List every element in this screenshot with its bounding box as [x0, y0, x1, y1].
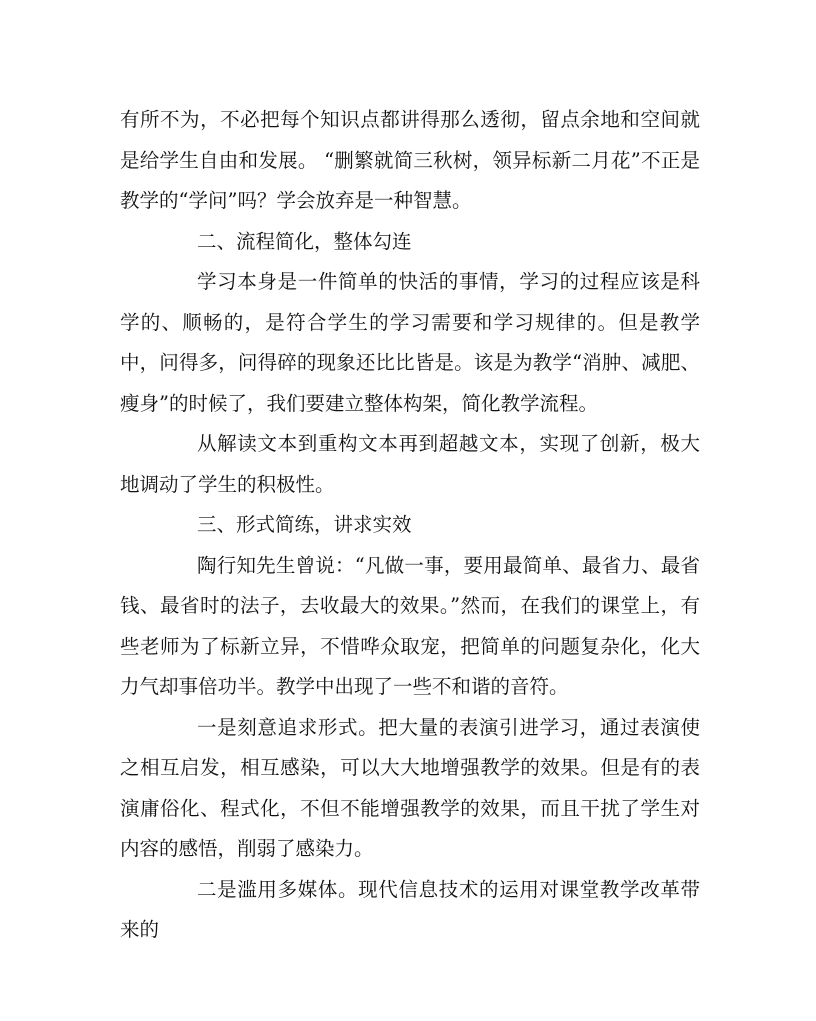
- paragraph: 一是刻意追求形式。把大量的表演引进学习，通过表演使之相互启发，相互感染，可以大大地增强教学的效果。但是有的表演庸俗化、程式化，不但不能增强教学的效果，而且干扰了学生对内容的感悟，削弱了感染力。: [120, 715, 700, 860]
- paragraph: 学习本身是一件简单的快活的事情，学习的过程应该是科学的、顺畅的，是符合学生的学习需要和学习规律的。但是教学中，问得多，问得碎的现象还比比皆是。该是为教学“消肿、减肥、瘦身”的时候了，我们要建立整体构架，简化教学流程。: [120, 270, 700, 415]
- paragraph-continuation: 有所不为，不必把每个知识点都讲得那么透彻，留点余地和空间就是给学生自由和发展。 “删繁就简三秋树，领异标新二月花”不正是教学的“学问”吗？学会放弃是一种智慧。: [120, 108, 700, 212]
- section-heading-3: 三、形式简练，讲求实效: [197, 513, 412, 536]
- paragraph: 从解读文本到重构文本再到超越文本，实现了创新，极大地调动了学生的积极性。: [120, 432, 700, 496]
- body-text: [120, 100, 700, 951]
- paragraph: 二是滥用多媒体。现代信息技术的运用对课堂教学改革带来的: [120, 877, 700, 941]
- section-heading-2: 二、流程简化，整体勾连: [197, 229, 412, 253]
- paragraph: 陶行知先生曾说：“凡做一事，要用最简单、最省力、最省钱、最省时的法子，去收最大的效果。”然而，在我们的课堂上，有些老师为了标新立异，不惜哗众取宠，把简单的问题复杂化，化大力气却事倍功半。教学中出现了一些不和谐的音符。: [120, 553, 700, 698]
